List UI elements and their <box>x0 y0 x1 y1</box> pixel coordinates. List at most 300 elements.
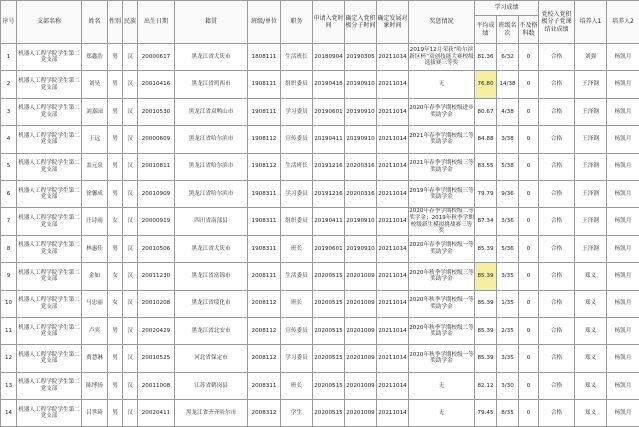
header-rank: 班级名次 <box>497 16 519 44</box>
cell-awards: 2019年12月荣获“哈尔滨新区杯”双创技能大赛校级选拔赛三等奖 <box>409 44 475 71</box>
cell-activist-date: 20190910 <box>345 98 377 125</box>
cell-native: 黑龙江省双鸭山市 <box>175 98 248 125</box>
cell-dev-target-date: 20211014 <box>377 180 409 207</box>
cell-birth: 20020429 <box>138 317 175 344</box>
cell-seq: 7 <box>1 208 17 235</box>
cell-sponsor1: 刘强 <box>575 44 607 71</box>
cell-awards: 2021年春季学期校级三等奖助学金 <box>409 153 475 180</box>
header-native: 籍贯 <box>175 1 248 44</box>
cell-cert: 合格 <box>539 180 575 207</box>
cell-birth: 20020411 <box>138 400 175 427</box>
cell-sponsor2: 杨凯月 <box>607 290 639 317</box>
cell-gender: 男 <box>108 98 123 125</box>
cell-gender: 男 <box>108 153 123 180</box>
cell-dev-target-date: 20211014 <box>377 400 409 427</box>
cell-fail: 0 <box>519 208 539 235</box>
cell-activist-date: 20201009 <box>345 263 377 290</box>
cell-branch: 机器人工程学院学生第二党支部 <box>17 71 82 98</box>
cell-apply-date: 20200515 <box>313 290 345 317</box>
cell-fail: 0 <box>519 180 539 207</box>
cell-position: 班长 <box>281 290 313 317</box>
cell-branch: 机器人工程学院学生第二党支部 <box>17 98 82 125</box>
header-name: 姓名 <box>82 1 108 44</box>
cell-birth: 20010416 <box>138 71 175 98</box>
cell-name: 林惠佳 <box>82 235 108 262</box>
cell-birth: 20010506 <box>138 235 175 262</box>
cell-seq: 10 <box>1 290 17 317</box>
cell-cert: 合格 <box>539 153 575 180</box>
cell-ethnicity: 汉 <box>123 98 138 125</box>
cell-ethnicity: 汉 <box>123 180 138 207</box>
cell-seq: 12 <box>1 345 17 372</box>
cell-class-unit: 1908112 <box>248 126 281 153</box>
cell-awards: 2020年秋季学期校级一等奖助学金 <box>409 345 475 372</box>
cell-rank: 3/38 <box>497 126 519 153</box>
cell-apply-date: 20200515 <box>313 345 345 372</box>
table-row <box>1 153 639 180</box>
cell-native: 黑龙江省齐齐哈尔市 <box>175 400 248 427</box>
cell-gpa: 76.80 <box>475 71 497 98</box>
cell-awards: 无 <box>409 372 475 399</box>
cell-native: 黑龙江省哈尔滨市 <box>175 180 248 207</box>
cell-native: 黑龙江省哈尔滨市 <box>175 126 248 153</box>
cell-ethnicity: 汉 <box>123 71 138 98</box>
cell-position: 生活班长 <box>281 44 313 71</box>
cell-sponsor1: 王泽钢 <box>575 180 607 207</box>
cell-awards: 2019年春季学期校级三等奖助学金 <box>409 180 475 207</box>
cell-class-unit: 1908112 <box>248 153 281 180</box>
cell-branch: 机器人工程学院学生第二党支部 <box>17 400 82 427</box>
table-body <box>1 44 639 427</box>
cell-position: 班长 <box>281 235 313 262</box>
table-row <box>1 372 639 399</box>
cell-gpa: 85.39 <box>475 235 497 262</box>
cell-fail: 0 <box>519 345 539 372</box>
cell-dev-target-date: 20211014 <box>377 208 409 235</box>
cell-dev-target-date: 20211014 <box>377 263 409 290</box>
cell-name: 金如 <box>82 263 108 290</box>
cell-position: 学生 <box>281 400 313 427</box>
cell-activist-date: 20200316 <box>345 153 377 180</box>
cell-apply-date: 20190601 <box>313 235 345 262</box>
cell-gender: 男 <box>108 235 123 262</box>
cell-fail: 0 <box>519 235 539 262</box>
cell-seq: 14 <box>1 400 17 427</box>
cell-seq: 13 <box>1 372 17 399</box>
table-row <box>1 126 639 153</box>
cell-awards: 2020年秋季学期校级三等奖助学金 <box>409 263 475 290</box>
cell-gpa: 79.45 <box>475 400 497 427</box>
cell-cert: 合格 <box>539 126 575 153</box>
cell-sponsor1: 郑义 <box>575 317 607 344</box>
cell-fail: 0 <box>519 71 539 98</box>
cell-birth: 20010909 <box>138 180 175 207</box>
cell-cert: 合格 <box>539 71 575 98</box>
cell-cert: 合格 <box>539 372 575 399</box>
cell-dev-target-date: 20211014 <box>377 98 409 125</box>
cell-gender: 女 <box>108 208 123 235</box>
cell-class-unit: 1808111 <box>248 44 281 71</box>
cell-ethnicity: 汉 <box>123 372 138 399</box>
cell-apply-date: 20190418 <box>313 71 345 98</box>
cell-ethnicity: 汉 <box>123 153 138 180</box>
cell-gpa: 84.88 <box>475 126 497 153</box>
cell-sponsor2: 杨凯月 <box>607 372 639 399</box>
cell-gender: 男 <box>108 372 123 399</box>
cell-sponsor2: 杨凯月 <box>607 345 639 372</box>
cell-dev-target-date: 20211014 <box>377 317 409 344</box>
cell-cert: 合格 <box>539 44 575 71</box>
table-row <box>1 263 639 290</box>
cell-name: 卢宾 <box>82 317 108 344</box>
cell-awards: 无 <box>409 71 475 98</box>
cell-ethnicity: 汉 <box>123 317 138 344</box>
cell-activist-date: 20190910 <box>345 126 377 153</box>
cell-activist-date: 20201009 <box>345 345 377 372</box>
cell-rank: 6/32 <box>497 44 519 71</box>
cell-native: 黑龙江省富锦市 <box>175 263 248 290</box>
cell-apply-date: 20190411 <box>313 126 345 153</box>
header-birth: 出生日期 <box>138 1 175 44</box>
cell-seq: 3 <box>1 98 17 125</box>
cell-birth: 20000609 <box>138 126 175 153</box>
cell-rank: 3/35 <box>497 263 519 290</box>
cell-native: 黑龙江省绥化市 <box>175 290 248 317</box>
cell-fail: 0 <box>519 263 539 290</box>
table-row <box>1 235 639 262</box>
cell-gpa: 85.39 <box>475 345 497 372</box>
cell-gender: 男 <box>108 400 123 427</box>
cell-native: 黑龙江省北安市 <box>175 317 248 344</box>
cell-gpa: 83.55 <box>475 153 497 180</box>
cell-native: 四川省南部县 <box>175 208 248 235</box>
cell-sponsor1: 郑义 <box>575 345 607 372</box>
cell-position: 宣传委员 <box>281 317 313 344</box>
cell-branch: 机器人工程学院学生第二党支部 <box>17 372 82 399</box>
cell-dev-target-date: 20211014 <box>377 345 409 372</box>
cell-gpa: 85.39 <box>475 317 497 344</box>
cell-activist-date: 20201009 <box>345 372 377 399</box>
cell-birth: 20000919 <box>138 208 175 235</box>
table-row <box>1 71 639 98</box>
cell-sponsor2: 杨凯月 <box>607 208 639 235</box>
cell-apply-date: 20191216 <box>313 180 345 207</box>
table-row <box>1 345 639 372</box>
cell-rank: 14/38 <box>497 71 519 98</box>
header-awards: 奖惩情况 <box>409 1 475 44</box>
cell-gpa: 79.79 <box>475 180 497 207</box>
cell-native: 河北省保定市 <box>175 345 248 372</box>
table-row <box>1 400 639 427</box>
cell-awards: 2020年秋季学期校级一等奖助学金 <box>409 290 475 317</box>
cell-fail: 0 <box>519 153 539 180</box>
cell-class-unit: 2008111 <box>248 263 281 290</box>
cell-native: 黑龙江省哈尔滨市 <box>175 153 248 180</box>
cell-ethnicity: 汉 <box>123 263 138 290</box>
cell-sponsor1: 郑义 <box>575 372 607 399</box>
cell-activist-date: 20201009 <box>345 317 377 344</box>
cell-name: 贾慧淋 <box>82 345 108 372</box>
cell-position: 学习委员 <box>281 98 313 125</box>
cell-dev-target-date: 20211014 <box>377 153 409 180</box>
cell-rank: 5/38 <box>497 153 519 180</box>
cell-sponsor2: 杨凯月 <box>607 126 639 153</box>
cell-gpa: 87.34 <box>475 208 497 235</box>
cell-class-unit: 2008112 <box>248 290 281 317</box>
cell-cert: 合格 <box>539 290 575 317</box>
cell-branch: 机器人工程学院学生第二党支部 <box>17 263 82 290</box>
cell-gpa: 80.67 <box>475 98 497 125</box>
cell-rank: 3/35 <box>497 345 519 372</box>
cell-activist-date: 20201009 <box>345 290 377 317</box>
cell-name: 陈博扬 <box>82 372 108 399</box>
cell-sponsor2: 杨凯月 <box>607 98 639 125</box>
cell-class-unit: 1908111 <box>248 71 281 98</box>
cell-class-unit: 1908111 <box>248 98 281 125</box>
cell-sponsor2: 杨凯月 <box>607 71 639 98</box>
cell-gender: 男 <box>108 180 123 207</box>
cell-gender: 女 <box>108 290 123 317</box>
table-row <box>1 290 639 317</box>
cell-sponsor2: 杨凯月 <box>607 180 639 207</box>
table-row <box>1 208 639 235</box>
cell-awards: 2020年秋季学期校级二等奖助学金 <box>409 317 475 344</box>
table-row <box>1 180 639 207</box>
header-gender: 性别 <box>108 1 123 44</box>
header-position: 职务 <box>281 1 313 44</box>
cell-gender: 男 <box>108 44 123 71</box>
header-ethnicity: 民族 <box>123 1 138 44</box>
cell-class-unit: 1908311 <box>248 235 281 262</box>
cell-rank: 3/30 <box>497 372 519 399</box>
cell-branch: 机器人工程学院学生第二党支部 <box>17 208 82 235</box>
cell-apply-date: 20200515 <box>313 263 345 290</box>
cell-awards: 2020年春季学期校级进步奖助学金 <box>409 98 475 125</box>
cell-sponsor1: 郑义 <box>575 263 607 290</box>
header-sponsor1: 培养人1 <box>575 1 607 44</box>
header-activist-date: 确定入党积极分子时间 <box>345 1 377 44</box>
cell-name: 王远 <box>82 126 108 153</box>
cell-rank: 3/36 <box>497 208 519 235</box>
cell-native: 黑龙江省鸡西市 <box>175 71 248 98</box>
cell-apply-date: 20200515 <box>313 317 345 344</box>
cell-sponsor1: 郑义 <box>575 290 607 317</box>
cell-position: 宣传委员 <box>281 126 313 153</box>
cell-birth: 20010525 <box>138 345 175 372</box>
header-gpa: 平均成绩 <box>475 16 497 44</box>
cell-sponsor1: 王泽钢 <box>575 71 607 98</box>
cell-name: 马忠丽 <box>82 290 108 317</box>
cell-dev-target-date: 20211014 <box>377 290 409 317</box>
cell-birth: 20010530 <box>138 98 175 125</box>
cell-apply-date: 20190601 <box>313 98 345 125</box>
cell-birth: 20011008 <box>138 372 175 399</box>
cell-native: 黑龙江省大庆市 <box>175 235 248 262</box>
cell-gpa: 85.39 <box>475 263 497 290</box>
cell-activist-date: 20190910 <box>345 71 377 98</box>
cell-birth: 20011230 <box>138 263 175 290</box>
cell-seq: 2 <box>1 71 17 98</box>
cell-ethnicity: 汉 <box>123 126 138 153</box>
cell-awards: 无 <box>409 400 475 427</box>
cell-awards: 2021年春季学期校级二等奖助学金 <box>409 126 475 153</box>
cell-ethnicity: 汉 <box>123 44 138 71</box>
cell-activist-date: 20200316 <box>345 180 377 207</box>
cell-position: 学习委员 <box>281 180 313 207</box>
cell-apply-date: 20200515 <box>313 372 345 399</box>
cell-branch: 机器人工程学院学生第二党支部 <box>17 153 82 180</box>
cell-gpa: 85.39 <box>475 290 497 317</box>
cell-apply-date: 20190411 <box>313 208 345 235</box>
cell-name: 刘昊 <box>82 71 108 98</box>
cell-seq: 4 <box>1 126 17 153</box>
cell-sponsor2: 杨凯月 <box>607 235 639 262</box>
cell-name: 徐馨成 <box>82 180 108 207</box>
cell-class-unit: 2008112 <box>248 317 281 344</box>
cell-gender: 男 <box>108 71 123 98</box>
header-apply-date: 申请入党时间 <box>313 1 345 44</box>
table-row <box>1 98 639 125</box>
header-study: 学习成绩 <box>475 1 539 16</box>
cell-class-unit: 1908311 <box>248 208 281 235</box>
cell-seq: 5 <box>1 153 17 180</box>
cell-branch: 机器人工程学院学生第二党支部 <box>17 317 82 344</box>
cell-gpa: 81.36 <box>475 44 497 71</box>
cell-activist-date: 20201009 <box>345 400 377 427</box>
cell-sponsor1: 王泽钢 <box>575 98 607 125</box>
cell-gpa: 82.12 <box>475 372 497 399</box>
cell-sponsor2: 杨凯月 <box>607 44 639 71</box>
cell-gender: 女 <box>108 263 123 290</box>
header-class-unit: 班级/单位 <box>248 1 281 44</box>
cell-birth: 20010208 <box>138 290 175 317</box>
cell-rank: 9/36 <box>497 180 519 207</box>
cell-activist-date: 20190305 <box>345 44 377 71</box>
cell-name: 汪诗雨 <box>82 208 108 235</box>
cell-branch: 机器人工程学院学生第二党支部 <box>17 290 82 317</box>
cell-apply-date: 20191216 <box>313 153 345 180</box>
cell-class-unit: 2008312 <box>248 400 281 427</box>
cell-sponsor2: 杨凯月 <box>607 263 639 290</box>
cell-branch: 机器人工程学院学生第二党支部 <box>17 235 82 262</box>
cell-fail: 0 <box>519 44 539 71</box>
header-branch: 支部名称 <box>17 1 82 44</box>
cell-sponsor1: 王泽钢 <box>575 153 607 180</box>
cell-dev-target-date: 20211014 <box>377 126 409 153</box>
cell-ethnicity: 汉 <box>123 208 138 235</box>
header-seq: 序号 <box>1 1 17 44</box>
cell-fail: 0 <box>519 317 539 344</box>
cell-cert: 合格 <box>539 263 575 290</box>
cell-name: 盖元泉 <box>82 153 108 180</box>
cell-cert: 合格 <box>539 345 575 372</box>
cell-gender: 男 <box>108 317 123 344</box>
cell-gender: 男 <box>108 126 123 153</box>
cell-ethnicity: 汉 <box>123 345 138 372</box>
cell-birth: 20000617 <box>138 44 175 71</box>
cell-ethnicity: 汉 <box>123 235 138 262</box>
cell-seq: 11 <box>1 317 17 344</box>
cell-dev-target-date: 20211014 <box>377 44 409 71</box>
cell-rank: 4/38 <box>497 98 519 125</box>
cell-dev-target-date: 20211014 <box>377 235 409 262</box>
cell-activist-date: 20190910 <box>345 208 377 235</box>
cell-gender: 男 <box>108 345 123 372</box>
cell-cert: 合格 <box>539 400 575 427</box>
cell-seq: 9 <box>1 263 17 290</box>
cell-rank: 5/36 <box>497 235 519 262</box>
cell-sponsor2: 杨凯月 <box>607 153 639 180</box>
cell-branch: 机器人工程学院学生第二党支部 <box>17 126 82 153</box>
header-fail: 不及格科数 <box>519 16 539 44</box>
cell-seq: 6 <box>1 180 17 207</box>
cell-fail: 0 <box>519 400 539 427</box>
cell-awards: 2020年春季学期校级一等奖助学金 <box>409 235 475 262</box>
header-sponsor2: 培养人2 <box>607 1 639 44</box>
cell-cert: 合格 <box>539 98 575 125</box>
cell-dev-target-date: 20211014 <box>377 372 409 399</box>
cell-ethnicity: 汉 <box>123 400 138 427</box>
table-row <box>1 317 639 344</box>
cell-ethnicity: 汉 <box>123 290 138 317</box>
cell-name: 吕世琦 <box>82 400 108 427</box>
cell-position: 组织委员 <box>281 208 313 235</box>
cell-native: 江苏省鹤岗县 <box>175 372 248 399</box>
cell-seq: 8 <box>1 235 17 262</box>
cell-native: 黑龙江省大庆市 <box>175 44 248 71</box>
cell-dev-target-date: 20211014 <box>377 71 409 98</box>
table-row <box>1 44 639 71</box>
cell-branch: 机器人工程学院学生第二党支部 <box>17 180 82 207</box>
cell-activist-date: 20190910 <box>345 235 377 262</box>
cell-fail: 0 <box>519 290 539 317</box>
cell-fail: 0 <box>519 372 539 399</box>
header-dev-target-date: 确定发展对象时间 <box>377 1 409 44</box>
cell-sponsor1: 王泽钢 <box>575 208 607 235</box>
cell-birth: 20010811 <box>138 153 175 180</box>
cell-apply-date: 20180904 <box>313 44 345 71</box>
cell-fail: 0 <box>519 126 539 153</box>
header-cert: 党校入党积极分子党课结业成绩 <box>539 1 575 44</box>
cell-sponsor2: 杨凯月 <box>607 400 639 427</box>
cell-sponsor2: 杨凯月 <box>607 317 639 344</box>
cell-fail: 0 <box>519 98 539 125</box>
cell-class-unit: 2008311 <box>248 372 281 399</box>
cell-branch: 机器人工程学院学生第二党支部 <box>17 345 82 372</box>
cell-name: 刘嘉园 <box>82 98 108 125</box>
cell-class-unit: 1908311 <box>248 180 281 207</box>
cell-rank: 1/35 <box>497 290 519 317</box>
cell-position: 生活班长 <box>281 153 313 180</box>
cell-apply-date: 20200515 <box>313 400 345 427</box>
cell-cert: 合格 <box>539 208 575 235</box>
cell-cert: 合格 <box>539 317 575 344</box>
cell-position: 组织委员 <box>281 71 313 98</box>
cell-seq: 1 <box>1 44 17 71</box>
cell-class-unit: 2008112 <box>248 345 281 372</box>
cell-name: 郑鑫浩 <box>82 44 108 71</box>
cell-cert: 合格 <box>539 235 575 262</box>
cell-sponsor1: 王泽钢 <box>575 126 607 153</box>
cell-position: 班长 <box>281 372 313 399</box>
cell-rank: 2/35 <box>497 317 519 344</box>
cell-rank: 8/35 <box>497 400 519 427</box>
cell-position: 学习委员 <box>281 345 313 372</box>
cell-sponsor1: 王泽钢 <box>575 235 607 262</box>
cell-position: 生活委员 <box>281 263 313 290</box>
cell-sponsor1: 郑义 <box>575 400 607 427</box>
cell-awards: 2020年春季学期校级二等奖学金；2019年秋季学期校级新生模拟挑战赛三等奖 <box>409 208 474 235</box>
